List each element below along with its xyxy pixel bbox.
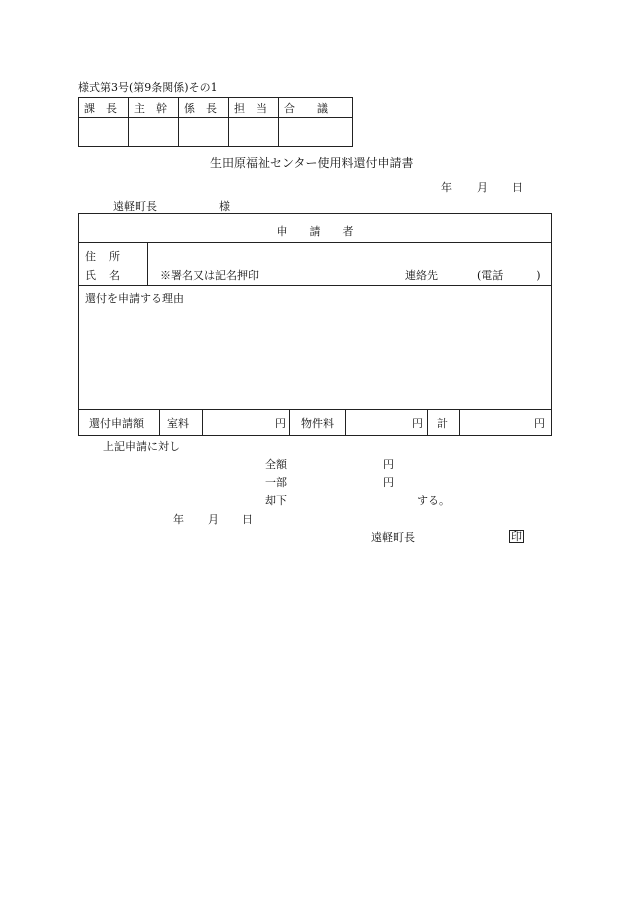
divider (289, 409, 290, 436)
decision-mayor: 遠軽町長 (371, 531, 415, 544)
yen-unit: 円 (412, 417, 423, 430)
form-number: 様式第3号(第9条関係)その1 (78, 81, 218, 94)
divider (159, 409, 160, 436)
approval-box-director[interactable] (129, 118, 179, 147)
decision-suru: する。 (417, 494, 450, 507)
approval-box-subsection-chief[interactable] (179, 118, 229, 147)
approval-header-section-chief: 課 長 (84, 101, 117, 115)
contact-label: 連絡先 (405, 269, 438, 282)
yen-unit: 円 (383, 476, 394, 489)
refund-amount-label: 還付申請額 (89, 417, 144, 430)
signature-note: ※署名又は記名押印 (160, 269, 259, 282)
room-fee-label: 室料 (167, 417, 189, 430)
applicant-header: 申 請 者 (276, 225, 354, 238)
application-form (78, 213, 552, 436)
document-title: 生田原福祉センター使用料還付申請書 (210, 156, 414, 170)
divider (427, 409, 428, 436)
decision-intro: 上記申請に対し (103, 440, 180, 453)
goods-fee-field[interactable] (346, 411, 416, 435)
approval-header-director: 主 幹 (134, 101, 167, 115)
reason-label: 還付を申請する理由 (85, 292, 184, 305)
decision-date-year: 年 (173, 513, 184, 526)
divider (147, 242, 148, 285)
address-field[interactable] (149, 244, 549, 263)
addressee-honorific: 様 (219, 200, 230, 213)
date-month-label: 月 (477, 181, 488, 194)
decision-full-label: 全額 (265, 458, 287, 471)
phone-label: (電話 ) (477, 269, 541, 282)
approval-header-staff: 担 当 (234, 101, 267, 115)
yen-unit: 円 (534, 417, 545, 430)
decision-partial-label: 一部 (265, 476, 287, 489)
decision-reject-label: 却下 (265, 494, 287, 507)
divider (79, 285, 551, 286)
reason-field[interactable] (81, 308, 549, 408)
room-fee-field[interactable] (203, 411, 281, 435)
total-field[interactable] (460, 411, 536, 435)
name-label: 氏 名 (85, 269, 121, 282)
approval-box-section-chief[interactable] (79, 118, 129, 147)
goods-fee-label: 物件料 (301, 417, 334, 430)
addressee-name: 遠軽町長 (113, 200, 157, 213)
address-label: 住 所 (85, 250, 121, 263)
yen-unit: 円 (275, 417, 286, 430)
yen-unit: 円 (383, 458, 394, 471)
approval-header-subsection-chief: 係 長 (184, 101, 217, 115)
approval-box-staff[interactable] (229, 118, 279, 147)
total-label: 計 (437, 417, 448, 430)
approval-header-consultation: 合 議 (284, 101, 328, 115)
approval-box-consultation[interactable] (279, 118, 353, 147)
seal-mark: 印 (511, 530, 522, 543)
decision-date-day: 日 (242, 513, 253, 526)
date-day-label: 日 (512, 181, 523, 194)
divider (79, 242, 551, 243)
approval-stamp-table (78, 97, 353, 147)
divider (79, 409, 551, 410)
date-year-label: 年 (441, 181, 452, 194)
decision-date-month: 月 (208, 513, 219, 526)
